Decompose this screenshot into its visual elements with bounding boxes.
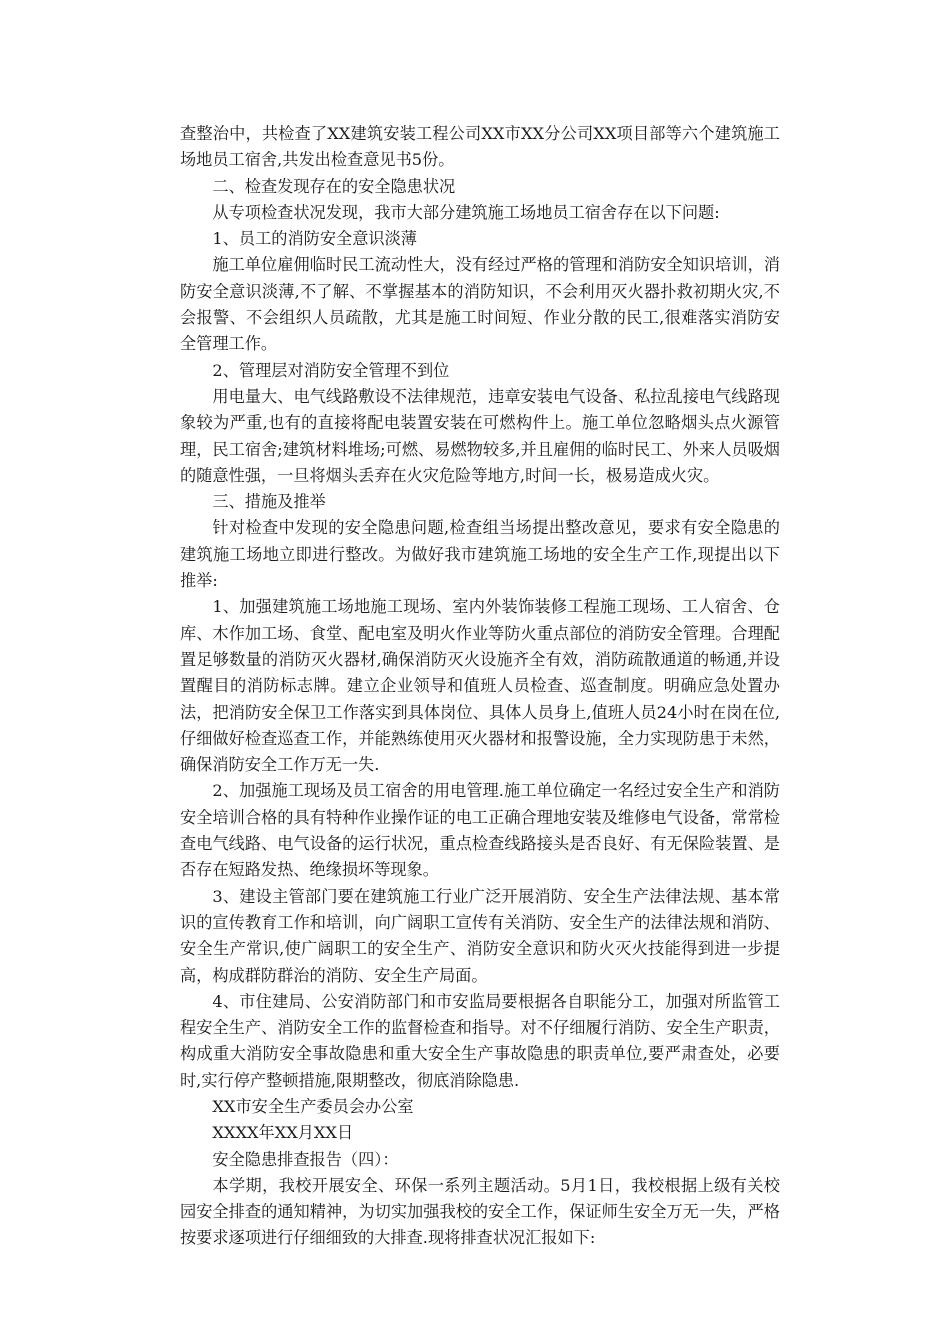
paragraph: 二、检查发现存在的安全隐患状况 bbox=[212, 176, 456, 196]
document-body bbox=[180, 121, 780, 1252]
paragraph: 用电量大、电气线路敷设不法律规范，违章安装电气设备、私拉乱接电气线路现象较为严重,也有的直接将配电装置安装在可燃构件上。施工单位忽略烟头点火源管理，民工宿舍;建筑材料堆场;可燃、易燃物较多,并且雇佣的临时民工、外来人员吸烟的随意性强，一旦将烟头丢弃在火灾危险等地方,时间一长，极易造成火灾。 bbox=[180, 386, 780, 485]
paragraph: 针对检查中发现的安全隐患问题,检查组当场提出整改意见，要求有安全隐患的建筑施工场地立即进行整改。为做好我市建筑施工场地的安全生产工作,现提出以下推举: bbox=[180, 518, 780, 591]
paragraph: 4、市住建局、公安消防部门和市安监局要根据各自职能分工，加强对所监管工程安全生产、消防安全工作的监督检查和指导。对不仔细履行消防、安全生产职责，构成重大消防安全事故隐患和重大安全生产事故隐患的职责单位,要严肃查处，必要时,实行停产整顿措施,限期整改，彻底消除隐患. bbox=[180, 991, 780, 1090]
paragraph: 3、建设主管部门要在建筑施工行业广泛开展消防、安全生产法律法规、基本常识的宣传教育工作和培训，向广阔职工宣传有关消防、安全生产的法律法规和消防、安全生产常识,使广阔职工的安全生产、消防安全意识和防火灭火技能得到进一步提高，构成群防群治的消防、安全生产局面。 bbox=[180, 886, 780, 985]
paragraph: 安全隐患排查报告（四）： bbox=[212, 1149, 399, 1169]
paragraph: XX市安全生产委员会办公室 bbox=[212, 1096, 414, 1116]
paragraph: 从专项检查状况发现，我市大部分建筑施工场地员工宿舍存在以下问题: bbox=[212, 202, 720, 222]
paragraph: 本学期，我校开展安全、环保一系列主题活动。5月1日，我校根据上级有关校园安全排查的通知精神，为切实加强我校的安全工作，保证师生安全万无一失，严格按要求逐项进行仔细细致的大排查.现将排查状况汇报如下: bbox=[180, 1175, 780, 1248]
paragraph: XXXX年XX月XX日 bbox=[212, 1123, 354, 1143]
paragraph: 2、加强施工现场及员工宿舍的用电管理.施工单位确定一名经过安全生产和消防安全培训合格的具有特种作业操作证的电工正确合理地安装及维修电气设备，常常检查电气线路、电气设备的运行状况，重点检查线路接头是否良好、有无保险装置、是否存在短路发热、绝缘损坏等现象。 bbox=[180, 781, 780, 880]
paragraph: 1、员工的消防安全意识淡薄 bbox=[212, 229, 417, 249]
paragraph: 1、加强建筑施工场地施工现场、室内外装饰装修工程施工现场、工人宿舍、仓库、木作加工场、食堂、配电室及明火作业等防火重点部位的消防安全管理。合理配置足够数量的消防灭火器材,确保消防灭火设施齐全有效，消防疏散通道的畅通,并设置醒目的消防标志牌。建立企业领导和值班人员检查、巡查制度。明确应急处置办法，把消防安全保卫工作落实到具体岗位、具体人员身上,值班人员24小时在岗在位,仔细做好检查巡查工作，并能熟练使用灭火器材和报警设施，全力实现防患于未然，确保消防安全工作万无一失. bbox=[180, 597, 780, 775]
paragraph: 查整治中，共检查了XX建筑安装工程公司XX市XX分公司XX项目部等六个建筑施工场地员工宿舍,共发出检查意见书5份。 bbox=[180, 124, 780, 170]
paragraph: 三、措施及推举 bbox=[212, 492, 326, 512]
paragraph: 2、管理层对消防安全管理不到位 bbox=[212, 360, 450, 380]
paragraph: 施工单位雇佣临时民工流动性大，没有经过严格的管理和消防安全知识培训，消防安全意识淡薄,不了解、不掌握基本的消防知识，不会利用灭火器扑救初期火灾,不会报警、不会组织人员疏散，尤其是施工时间短、作业分散的民工,很难落实消防安全管理工作。 bbox=[180, 255, 780, 354]
